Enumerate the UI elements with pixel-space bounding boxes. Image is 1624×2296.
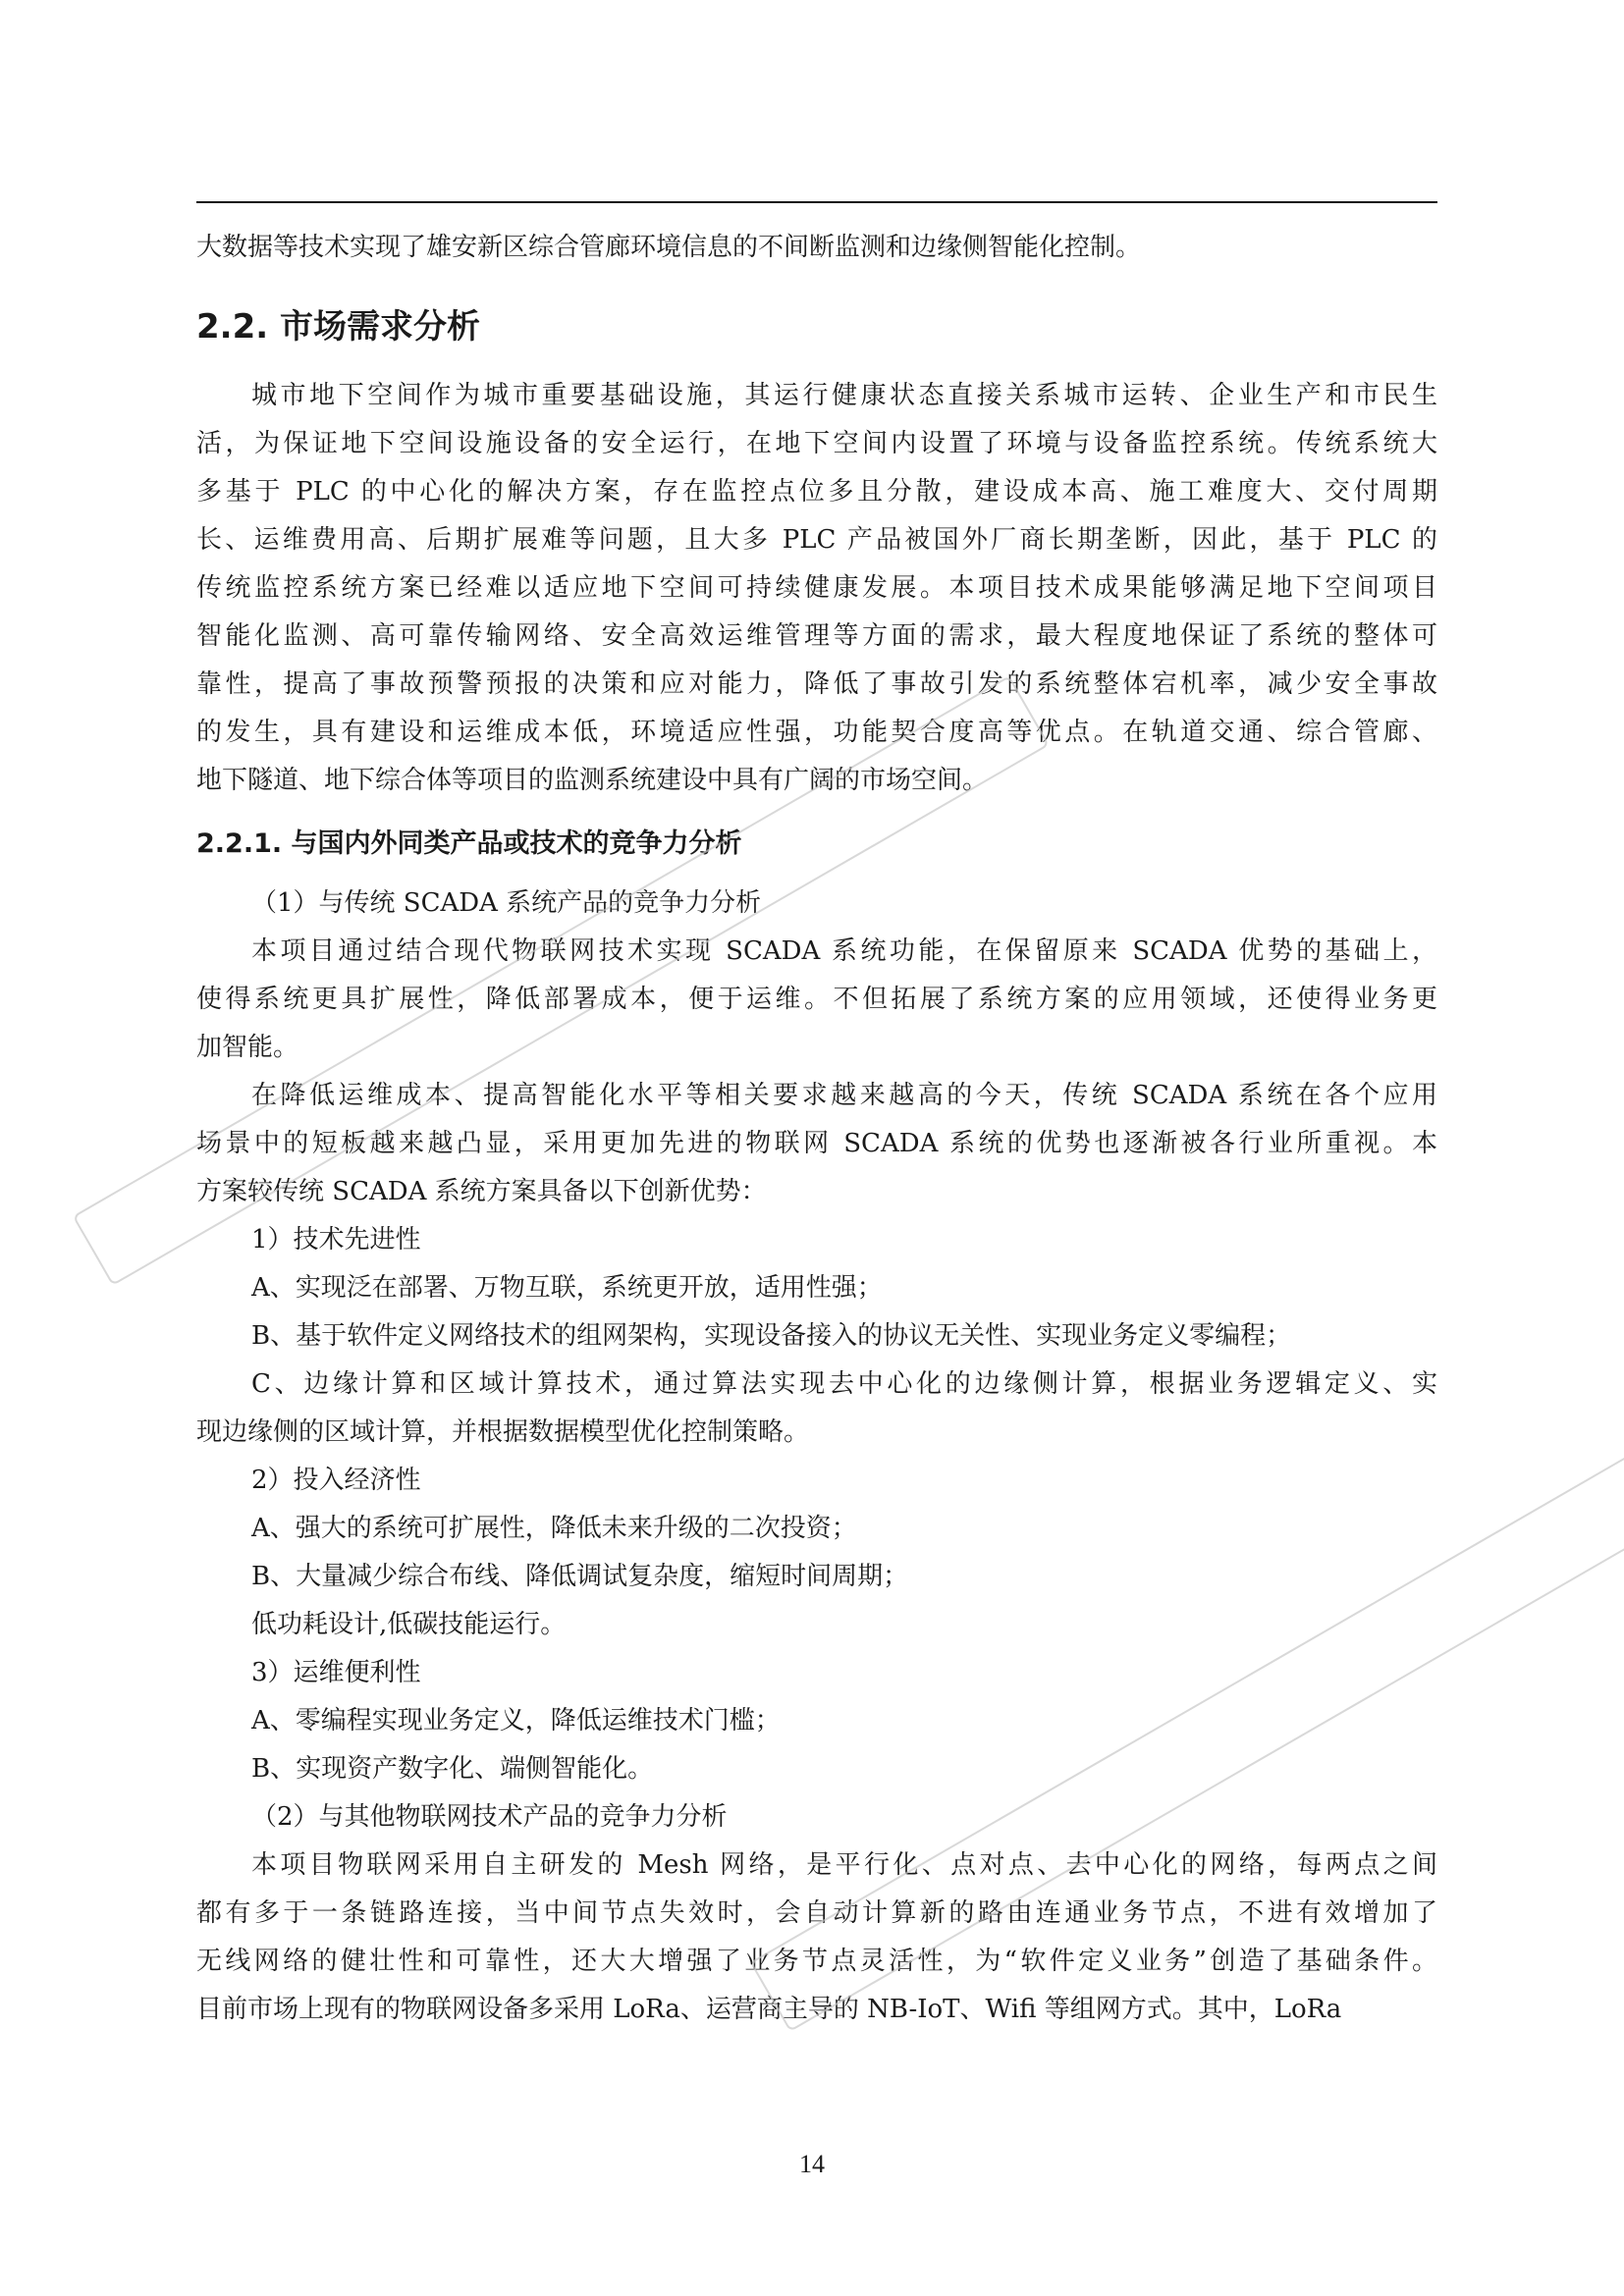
- advantage-item: A、零编程实现业务定义，降低运维技术门槛；: [251, 1706, 781, 1735]
- paragraph-line: 场景中的短板越来越凸显，采用更加先进的物联网 SCADA 系统的优势也逐渐被各行业所重视。本: [196, 1129, 1437, 1158]
- advantage-item: C、边缘计算和区域计算技术，通过算法实现去中心化的边缘侧计算，根据业务逻辑定义、实: [251, 1369, 1437, 1399]
- paragraph-line: 传统监控系统方案已经难以适应地下空间可持续健康发展。本项目技术成果能够满足地下空间项目: [196, 573, 1437, 603]
- paragraph-line: 无线网络的健壮性和可靠性，还大大增强了业务节点灵活性，为“软件定义业务”创造了基础条件。: [196, 1947, 1437, 1976]
- paragraph-line: 使得系统更具扩展性，降低部署成本，便于运维。不但拓展了系统方案的应用领域，还使得业务更: [196, 985, 1437, 1014]
- paragraph-line: 本项目通过结合现代物联网技术实现 SCADA 系统功能，在保留原来 SCADA 优势的基础上，: [251, 936, 1437, 966]
- section-heading: 2.2. 市场需求分析: [196, 307, 480, 347]
- advantage-group-title: 2）投入经济性: [251, 1466, 421, 1495]
- paragraph-line: 智能化监测、高可靠传输网络、安全高效运维管理等方面的需求，最大程度地保证了系统的整体可: [196, 621, 1437, 651]
- paragraph-line: 城市地下空间作为城市重要基础设施，其运行健康状态直接关系城市运转、企业生产和市民生: [251, 381, 1437, 410]
- advantage-item: A、实现泛在部署、万物互联，系统更开放，适用性强；: [251, 1273, 883, 1303]
- scada-paragraph-1: [196, 928, 1437, 1072]
- paragraph-line: 长、运维费用高、后期扩展难等问题，且大多 PLC 产品被国外厂商长期垄断，因此，基于 PLC 的: [196, 525, 1437, 555]
- advantage-item: 低功耗设计,低碳技能运行。: [251, 1610, 567, 1639]
- subsection-heading: 2.2.1. 与国内外同类产品或技术的竞争力分析: [196, 828, 742, 859]
- advantage-item: 现边缘侧的区域计算，并根据数据模型优化控制策略。: [196, 1417, 810, 1447]
- advantage-item: B、基于软件定义网络技术的组网架构，实现设备接入的协议无关性、实现业务定义零编程；: [251, 1321, 1292, 1351]
- iot-paragraph: [196, 1842, 1437, 2034]
- paragraph-line: 靠性，提高了事故预警预报的决策和应对能力，降低了事故引发的系统整体宕机率，减少安全事故: [196, 669, 1437, 699]
- paragraph-line: 活，为保证地下空间设施设备的安全运行，在地下空间内设置了环境与设备监控系统。传统系统大: [196, 429, 1437, 458]
- iot-title: （2）与其他物联网技术产品的竞争力分析: [251, 1802, 728, 1832]
- section-paragraph: [196, 372, 1437, 805]
- scada-title: （1）与传统 SCADA 系统产品的竞争力分析: [251, 888, 762, 918]
- advantage-group-title: 3）运维便利性: [251, 1658, 421, 1687]
- paragraph-line: 地下隧道、地下综合体等项目的监测系统建设中具有广阔的市场空间。: [196, 766, 989, 795]
- continuation-line: 大数据等技术实现了雄安新区综合管廊环境信息的不间断监测和边缘侧智能化控制。: [196, 233, 1142, 262]
- paragraph-line: 加智能。: [196, 1033, 299, 1062]
- paragraph-line: 目前市场上现有的物联网设备多采用 LoRa、运营商主导的 NB-IoT、Wifi 等组网方式。其中，LoRa: [196, 1995, 1342, 2024]
- paragraph-line: 的发生，具有建设和运维成本低，环境适应性强，功能契合度高等优点。在轨道交通、综合管廊、: [196, 718, 1437, 747]
- advantages-list: [196, 1216, 1437, 1793]
- paragraph-line: 都有多于一条链路连接，当中间节点失效时，会自动计算新的路由连通业务节点，不进有效增加了: [196, 1898, 1437, 1928]
- advantage-item: B、大量减少综合布线、降低调试复杂度，缩短时间周期；: [251, 1562, 909, 1591]
- page-content: [196, 224, 1437, 2034]
- header-rule: [196, 201, 1437, 203]
- paragraph-line: 多基于 PLC 的中心化的解决方案，存在监控点位多且分散，建设成本高、施工难度大、交付周期: [196, 477, 1437, 507]
- paragraph-line: 在降低运维成本、提高智能化水平等相关要求越来越高的今天，传统 SCADA 系统在各个应用: [251, 1081, 1437, 1110]
- paragraph-line: 本项目物联网采用自主研发的 Mesh 网络，是平行化、点对点、去中心化的网络，每两点之间: [251, 1850, 1437, 1880]
- advantage-group-title: 1）技术先进性: [251, 1225, 421, 1255]
- paragraph-line: 方案较传统 SCADA 系统方案具备以下创新优势：: [196, 1177, 767, 1206]
- scada-paragraph-2: [196, 1072, 1437, 1216]
- advantage-item: B、实现资产数字化、端侧智能化。: [251, 1754, 654, 1784]
- page-number: 14: [799, 2150, 825, 2178]
- advantage-item: A、强大的系统可扩展性，降低未来升级的二次投资；: [251, 1514, 857, 1543]
